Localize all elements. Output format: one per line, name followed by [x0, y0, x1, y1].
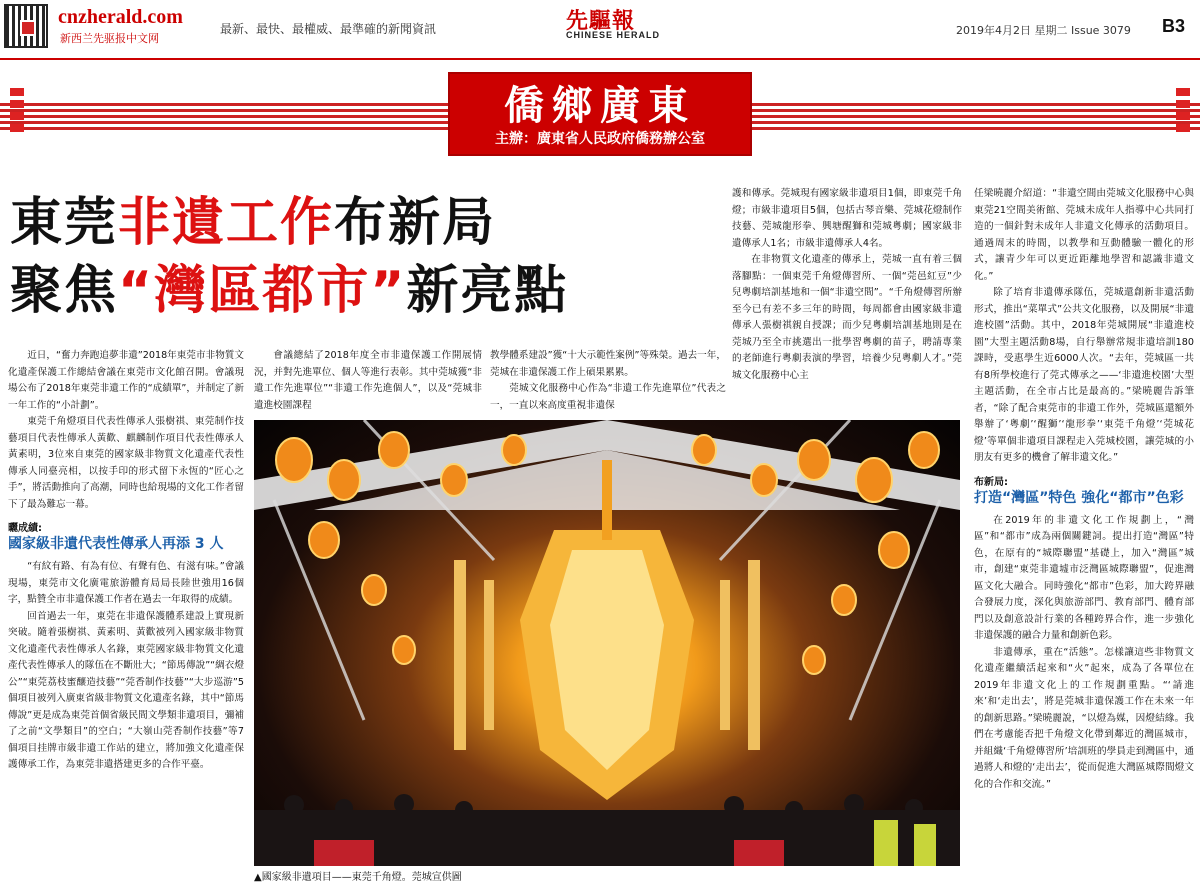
paragraph: 近日，“奮力奔跑追夢非遺”2018年東莞市非物質文化遺產保護工作總結會議在東莞市文化館召開。會議現場公布了2018年東莞非遺工作的“成績單”，并制定了新一年工作的“小計劃”。	[8, 350, 244, 411]
paragraph: 教學體系建設”獲“十大示範性案例”等殊榮。過去一年，莞城在非遺保護工作上碩果累累。	[490, 350, 726, 378]
paragraph: 在2019年的非遺文化工作規劃上，“灣區”和“都市”成為兩個關鍵詞。提出打造“灣區”特色，在原有的“城際聯盟”基礎上，加入“灣區”城市，創建“東莞非遺墟市泛灣區城際聯盟”，促進灣區文化大融合。同時強化“都市”色彩，加大跨界融合發展力度，深化與旅游部門、教育部門、體育部門以及創意設計行業的各種跨界合作，進一步強化非遺保護的融合力量和創新色彩。	[974, 514, 1194, 641]
subsection-heading: 打造“灣區”特色 強化“都市”色彩	[974, 489, 1184, 506]
subsection-lead: 布新局:	[974, 476, 1008, 488]
paragraph: 非遺傳承，重在“活態”。怎樣讓這些非物質文化遺產繼續活起來和“火”起來，成為了各單位在2019年非遺文化上的工作規劃重點。“‘請進來’和‘走出去’，將是莞城非遺保護工作在未來一年的創新思路。”梁曉麗說，“以燈為媒，因燈結緣。我們在考慮能否把千角燈文化帶到鄰近的灣區城市，并組織‘千角燈傳習所’培訓班的學員走到灣區中，通過將人和燈的‘走出去’，從而促進大灣區城際間燈文化的合作和交流。”	[974, 646, 1194, 790]
masthead-logo-en: CHINESE HERALD	[566, 30, 661, 40]
headline-highlight: “灣區都市”	[118, 261, 407, 321]
lantern-illustration	[254, 420, 960, 866]
banner-bars-left	[10, 88, 24, 142]
lantern-photo	[254, 420, 960, 866]
section-title: 僑鄉廣東	[504, 82, 696, 129]
header-rule	[0, 58, 1200, 60]
site-subtitle: 新西兰先驱报中文网	[60, 32, 159, 45]
paragraph: 東莞千角燈項目代表性傳承人張樹祺、東莞制作技藝項目代表性傳承人黃歡、麒麟制作項目代表性傳承人黃素明，3位來自東莞的國家級非物質文化遺產代表性傳承人同臺亮相，以按手印的形式留下永恆的“匠心之手”，將活動推向了高潮，同時也給現場的文化工作者留下了最為難忘一幕。	[8, 416, 244, 510]
tagline: 最新、最快、最權威、最準確的新聞資訊	[220, 22, 437, 36]
paragraph: 回首過去一年，東莞在非遺保護體系建設上實現新突破。隨着張樹祺、黃素明、黃歡被列入國家級非物質文化遺產代表性傳承人名錄，東莞國家級非物質文化遺產代表性傳承人的隊伍在不斷壯大；“節馬傳說”“綢衣燈公”“東莞荔枝蜜釀造技藝”“莞香制作技藝”“大步巡游”5個項目被列入廣東省級非物質文化遺產名錄，其中“節馬傳說”更是成為東莞首個省級民間文學類非遺項目，彌補了之前“文學類目”的空白；“大嶺山莞香制作技藝”等7個項目挂牌市級非遺工作站的建立，將加強文化遺產保護傳承工作，為東莞非遺搭建更多的合作平臺。	[8, 610, 244, 770]
paragraph: 任梁曉麗介紹道：“非遺空間由莞城文化服務中心與東莞21空間美術館、莞城未成年人指導中心共同打造的一個針對未成年人非遺文化傳承的活動項目。通過周末的時間，以教學和互動體驗一體化的形式，讓青少年可以更近距離地學習和認識非遺文化。”	[974, 188, 1194, 282]
article-column-3	[490, 348, 726, 414]
article-column-5	[974, 186, 1194, 793]
paragraph: 會議總結了2018年度全市非遺保護工作開展情況，并對先進單位、個人等進行表彰。其中莞城獲“非遺工作先進單位”“非遺工作先進個人”，以及“莞城非遺進校園課程	[254, 350, 482, 411]
paragraph: 護和傳承。莞城現有國家級非遺項目1個，即東莞千角燈；市級非遺項目5個，包括古琴音樂、莞城花燈制作技藝、莞城龍形拳、興塘醒獅和莞城粵劇；國家級非遺傳承人1名；市級非遺傳承人4名。	[732, 188, 962, 249]
subsection-lead: 曬成績:	[8, 523, 42, 534]
banner-bars-right	[1176, 88, 1190, 142]
article-column-2	[254, 348, 482, 414]
article-column-4	[732, 186, 962, 384]
paragraph: 莞城文化服務中心作為“非遺工作先進單位”代表之一，一直以來高度重視非遺保	[490, 383, 726, 411]
headline-part: 新亮點	[406, 261, 569, 321]
article-column-1	[8, 348, 244, 774]
masthead-logo: 先驅報	[566, 8, 636, 34]
headline-part: 東莞	[10, 193, 119, 253]
headline-line-2	[10, 248, 568, 323]
dateline: 2019年4月2日 星期二 Issue 3079	[956, 24, 1131, 37]
paragraph: 在非物質文化遺產的傳承上，莞城一直有着三個落腳點：一個東莞千角燈傳習所、一個“莞邑紅豆”少兒粵劇培訓基地和一個“非遺空間”。“千角燈傳習所辦至今已有差不多三年的時間，每周都會由國家級非遺傳承人張樹祺親自授課；而少兒粵劇培訓基地則是在莞城乃至全市挑選出一批學習粵劇的苗子，聘請專業的老師進行粵劇表演的學習，培養少兒粵劇人才。”莞城文化服務中心主	[732, 254, 962, 381]
qr-code-icon	[4, 4, 48, 48]
headline-part: 聚焦	[10, 261, 119, 321]
paragraph: 除了培育非遺傳承隊伍，莞城還創新非遺活動形式，推出“菜單式”公共文化服務，以及開展“非遺進校園”活動。其中，2018年莞城開展“非遺進校園”大型主題活動8場，自行舉辦常規非遺培訓180課時，受惠學生近6000人次。“去年，莞城區一共有8所學校進行了莞式傳承之——‘非遺進校園’大型主題活動，在全市占比是最高的。”梁曉麗告訴筆者，“除了配合東莞市的非遺工作外，莞城區還額外舉辦了‘粵劇’‘醒獅’‘龍形拳’‘東莞千角燈’‘莞城花燈’等單個非遺項目課程走入莞城校園，讓莞城的小朋友有更多的機會了解非遺文化。”	[974, 287, 1194, 463]
headline-line-1	[10, 180, 496, 255]
section-host: 主辦：廣東省人民政府僑務辦公室	[495, 131, 705, 147]
subsection-heading: 國家級非遺代表性傳承人再添 3 人	[8, 536, 224, 552]
paragraph: “有紋有路、有為有位、有聲有色、有滋有味。”會議現場，東莞市文化廣電旅游體育局局長陸世強用16個字，點贊全市非遺保護工作者在過去一年取得的成績。	[8, 561, 244, 605]
site-name[interactable]: cnzherald.com	[58, 6, 183, 28]
page-number: B3	[1162, 16, 1186, 36]
headline-part: 布新局	[334, 193, 497, 253]
headline-highlight: 非遺工作	[118, 193, 335, 253]
photo-caption: ▲國家級非遺項目——東莞千角燈。莞城宣供圖	[254, 872, 462, 883]
